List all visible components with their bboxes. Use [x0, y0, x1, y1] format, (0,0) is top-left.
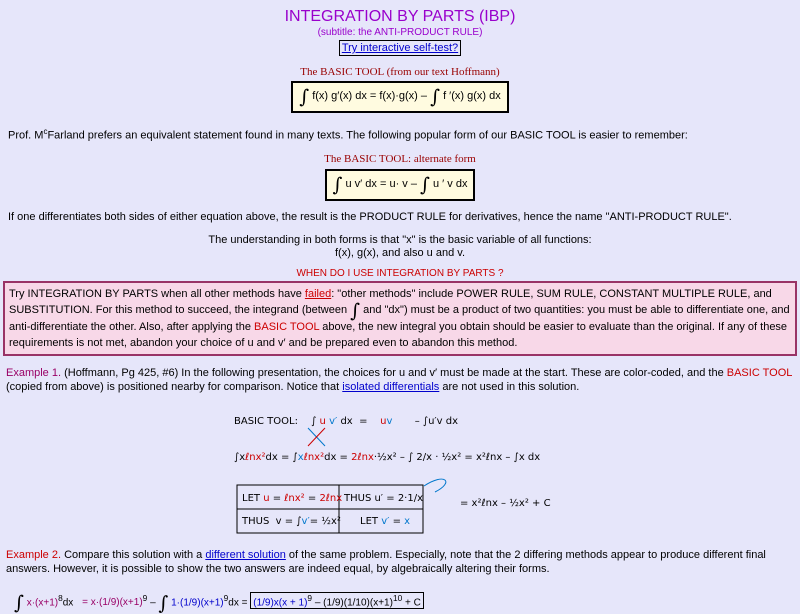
integral-sign-icon: ∫ [420, 173, 430, 196]
hand-result: = x²ℓnx – ½x² + C [460, 498, 551, 509]
mcfarland-suffix: Farland prefers an equivalent statement found in many texts. The following popular form of our BASIC TOOL is easier to remember: [47, 129, 688, 142]
integral-sign-icon: ∫ [158, 592, 169, 614]
ex2-a: x·(x+1) [26, 597, 59, 609]
alt-tool-heading: The BASIC TOOL: alternate form [324, 152, 476, 165]
basic-tool-heading: The BASIC TOOL (from our text Hoffmann) [300, 66, 500, 78]
example2-text2: of the same problem. Especially, note that the 2 differing methods appear to produce different final answers. However, it is possible to show the two answers are indeed equal, by algebraically altering their forms. [6, 549, 766, 575]
mcfarland-prefix: Prof. M [8, 129, 44, 142]
example1-text2: (copied from above) is positioned nearby for comparison. Notice that [6, 380, 343, 393]
example1-text3: are not used in this solution. [439, 380, 580, 393]
basic-tool-right: f ′(x) g(x) dx [443, 90, 501, 102]
page-title: INTEGRATION BY PARTS (IBP) [284, 8, 516, 25]
handwritten-solution [230, 410, 590, 540]
ex2-c-end: dx [228, 597, 239, 609]
example2-math: ∫ $x\cdot(x+1)^8dx = x\cdot(1/9)(x+1)^9$ – ∫ $1\cdot(1/9)(x+1)^9dx = (1/9)x(x + 1)^9 - (1/9)(1/10)(x+1)^{10} + C$ [0, 592, 800, 614]
example1-text1: (Hoffmann, Pg 425, #6) In the following presentation, the choices for u and v′ must be made at the start. These are color-coded, and the [61, 366, 727, 379]
ex2-b: = x·(1/9)(x+1) [82, 597, 143, 609]
isolated-differentials-link[interactable]: isolated differentials [342, 380, 440, 393]
hand-let-v: LET v′ = x [360, 516, 411, 527]
example1-label: Example 1. [6, 366, 62, 379]
example2-paragraph [6, 548, 792, 576]
basic-tool-left: f(x) g′(x) dx = f(x)·g(x) – [312, 90, 428, 102]
when-text-4: above, the new integral you obtain should be easier to evaluate than the original. If any of these requirements is not met, abandon your choice of u and v′ and be prepared even to abandon this method. [9, 320, 788, 349]
ex2-d4: + C [402, 597, 421, 609]
integral-sign-icon: ∫ [299, 86, 310, 108]
basic-tool-formula [291, 81, 509, 113]
selftest-link[interactable]: Try interactive self-test? [341, 42, 459, 54]
ex2-d2-exp: 9 [307, 593, 313, 603]
alt-tool-left: u v′ dx = u· v – [345, 177, 417, 190]
when-text-3: and "dx") must be a product of two quantities: you must be able to differentiate one, and anti-differentiate the other. Also, after applying the [9, 303, 790, 333]
when-heading: WHEN DO I USE INTEGRATION BY PARTS ? [296, 267, 504, 279]
ex2-c: 1·(1/9)(x+1) [171, 597, 224, 609]
alt-tool-formula [325, 169, 476, 201]
alt-tool-right: u ′ v dx [433, 177, 468, 190]
example1-paragraph [6, 366, 792, 394]
ex2-d3: – (1/9)(1/10)(x+1) [312, 597, 393, 609]
integral-sign-icon: ∫ [14, 592, 24, 614]
failed-word: failed [304, 287, 332, 300]
mcfarland-sup: c [43, 127, 48, 136]
integral-sign-icon: ∫ [350, 299, 361, 322]
product-rule-text: If one differentiates both sides of either equation above, the result is the PRODUCT RULE for derivatives, hence the name "ANTI-PRODUCT RULE". [8, 210, 732, 223]
when-text-1: Try INTEGRATION BY PARTS when all other methods have [9, 287, 305, 300]
ex2-answer-box [250, 592, 424, 609]
basic-tool-hand-label: BASIC TOOL: [234, 416, 298, 427]
understanding-line1: The understanding in both forms is that "x" is the basic variable of all functions: [208, 233, 592, 246]
page-subtitle: (subtitle: the ANTI-PRODUCT RULE) [317, 27, 483, 38]
when-text-2: : "other methods" include POWER RULE, SUM RULE, CONSTANT MULTIPLE RULE, and SUBSTITUTION. For this method to succeed, the integrand (between [9, 287, 772, 316]
integral-sign-icon: ∫ [332, 173, 343, 196]
example2-label: Example 2. [6, 549, 62, 561]
hand-line2: ∫xℓnx²dx = ∫xℓnx²dx = 2ℓnx·½x² – ∫ 2/x · ½x² = x²ℓnx – ∫x dx [234, 452, 541, 463]
hand-let-u: LET u = ℓnx² = 2ℓnx [242, 493, 343, 504]
ex2-a-end: dx [62, 597, 74, 609]
ex2-c-exp: 9 [223, 593, 229, 603]
understanding-line2: f(x), g(x), and also u and v. [334, 246, 466, 259]
example2-text1: Compare this solution with a [61, 549, 206, 561]
ex2-d2: (1/9)x(x + 1) [253, 597, 308, 609]
different-solution-link[interactable]: different solution [205, 549, 286, 561]
ex2-d1: = [241, 597, 251, 609]
hand-thus-v: THUS v = ∫v′= ½x² [242, 516, 341, 527]
hand-uv-term: ∫ u v′ dx = uv – ∫u′v dx [311, 416, 459, 427]
basic-tool-word: BASIC TOOL [254, 320, 320, 333]
ex2-a-exp: 8 [58, 593, 63, 603]
ex2-b-exp: 9 [142, 593, 148, 603]
when-box [3, 281, 797, 356]
example1-basic-tool: BASIC TOOL [726, 366, 792, 379]
page-header [0, 8, 800, 56]
selftest-box [339, 40, 461, 56]
ex2-d3-exp: 10 [392, 593, 403, 603]
hand-thus-u: THUS u′ = 2·1/x [344, 493, 424, 504]
mcfarland-paragraph [8, 125, 792, 143]
integral-sign-icon: ∫ [430, 86, 440, 108]
